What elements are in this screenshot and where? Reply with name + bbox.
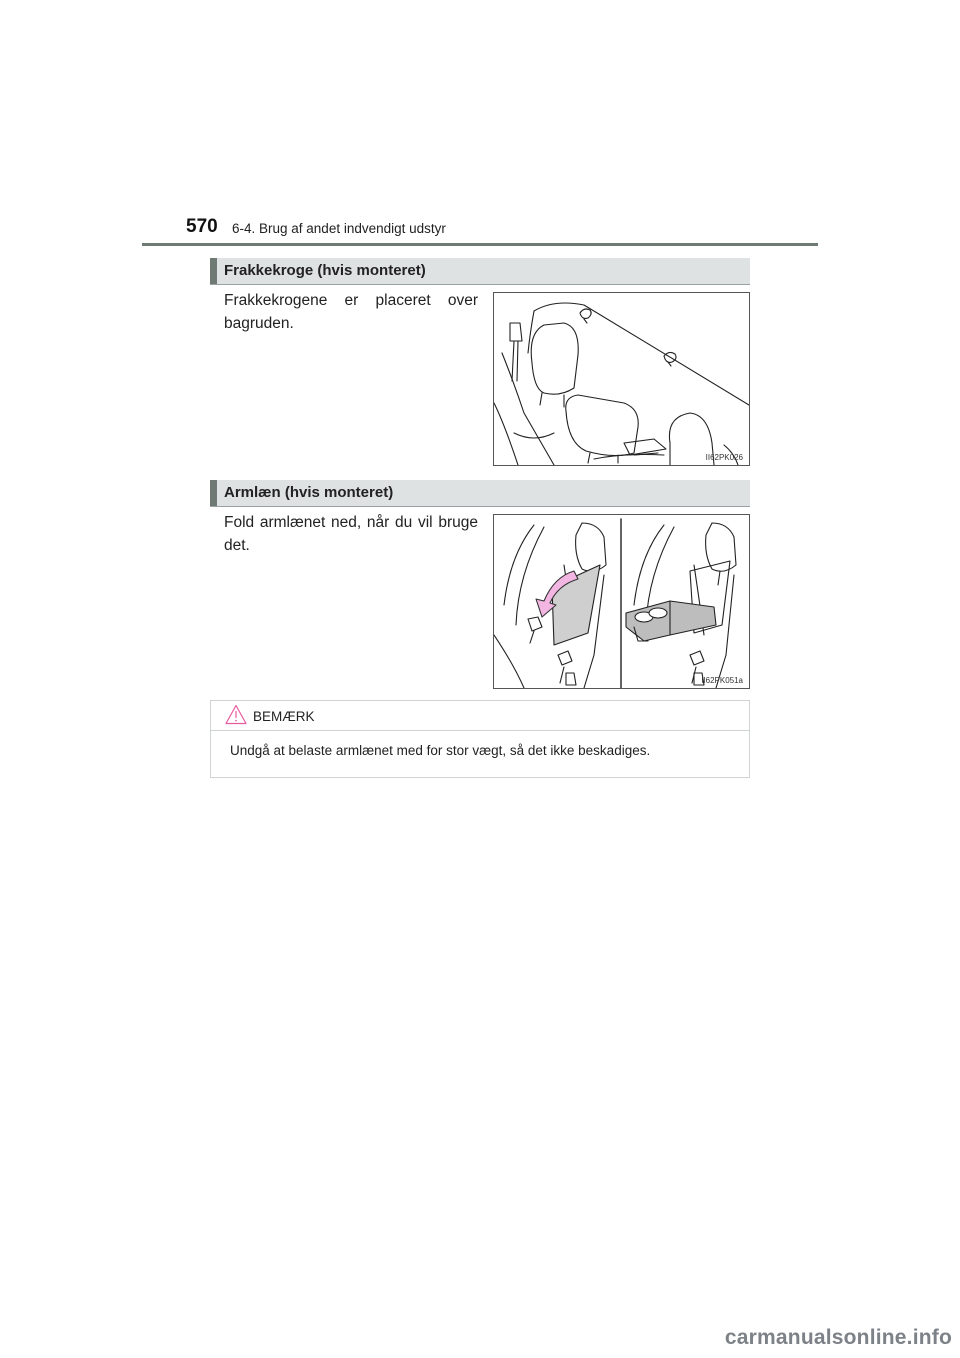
notice-text: Undgå at belaste armlænet med for stor vægt, så det ikke beskadiges.: [230, 743, 651, 758]
notice-header: [211, 701, 749, 731]
coat-hooks-illustration: [493, 292, 750, 466]
figure-code: II62PK026: [705, 453, 743, 462]
warning-triangle-icon: [225, 704, 247, 730]
section-path: 6-4. Brug af andet indvendigt udstyr: [232, 221, 446, 236]
heading-bar: [210, 480, 217, 506]
notice-title: BEMÆRK: [253, 709, 315, 724]
notice-box: [210, 700, 750, 778]
armrest-illustration: [493, 514, 750, 689]
coat-hooks-drawing: [494, 293, 749, 465]
header-rule: [142, 243, 818, 246]
armrest-text: Fold armlænet ned, når du vil bruge det.: [224, 514, 478, 554]
section-heading-armrest: [210, 480, 750, 507]
figure-code: II62PK051a: [701, 676, 743, 685]
section-heading-coat-hooks: [210, 258, 750, 285]
armrest-drawing: [494, 515, 749, 688]
heading-bar: [210, 258, 217, 284]
watermark-text: carmanualsonline.info: [724, 1326, 952, 1349]
section-heading-label: Armlæn (hvis monteret): [224, 484, 394, 501]
section-heading-label: Frakkekroge (hvis monteret): [224, 262, 426, 279]
coat-hooks-text: Frakkekrogene er placeret over bagruden.: [224, 292, 478, 332]
page-number: 570: [186, 216, 218, 237]
